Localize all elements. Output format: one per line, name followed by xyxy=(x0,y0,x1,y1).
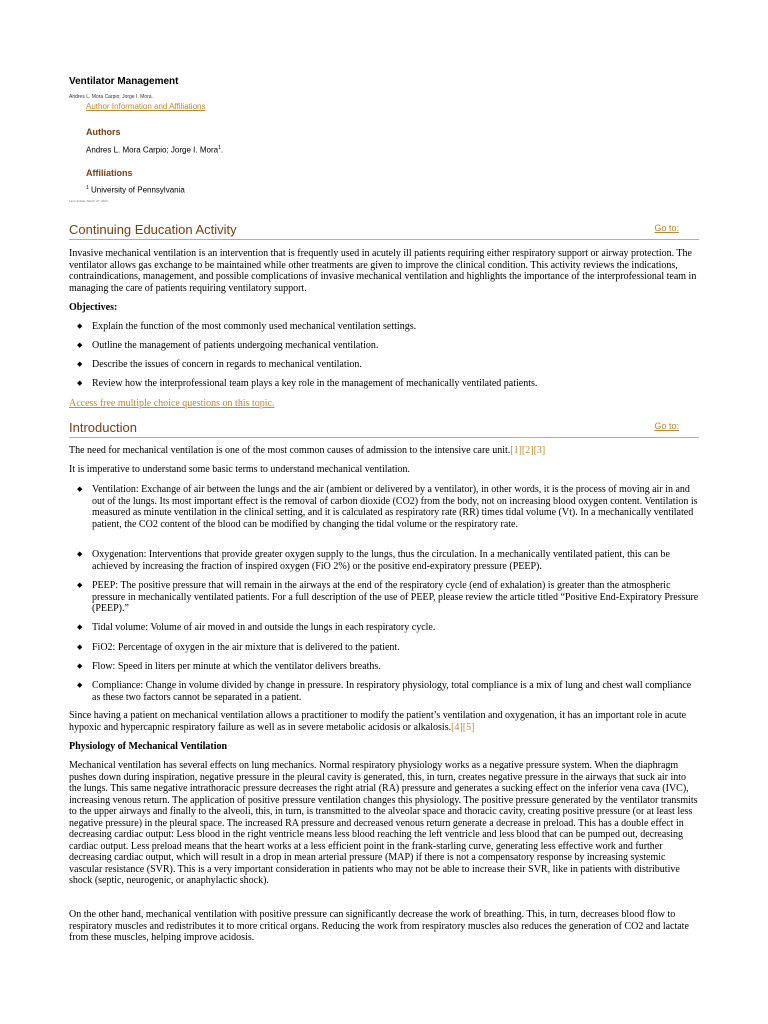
objectives-label: Objectives: xyxy=(69,302,118,313)
bullet-icon: ◆ xyxy=(77,623,83,631)
intro-section-header xyxy=(69,420,699,438)
bullet-icon: ◆ xyxy=(77,550,83,558)
physiology-heading: Physiology of Mechanical Ventilation xyxy=(69,741,228,752)
article-title: Ventilator Management xyxy=(69,76,179,87)
mcq-link-row xyxy=(69,398,699,410)
authors-names: Andres L. Mora Carpio; Jorge I. Mora xyxy=(86,145,219,155)
physiology-p2: On the other hand, mechanical ventilation with positive pressure can significantly decrease the work of breathing. This, in turn, decreases blood flow to respiratory muscles and redistributes it to more critical organs. Reducing the work from respiratory muscles also reduces the generation of CO2 and lactate from these muscles, helping improve acidosis. xyxy=(69,909,689,943)
authors-heading: Authors xyxy=(86,127,121,137)
intro-p3: Since having a patient on mechanical ventilation allows a practitioner to modify the patient’s ventilation and oxygenation, it has an important role in acute hypoxic and hypercapnic respiratory failure as well as in severe metabolic acidosis or alkalosis.[4][5] xyxy=(69,710,687,733)
authors-byline: Andres L. Mora Carpio; Jorge I. Mora. xyxy=(69,94,153,100)
affiliations-heading: Affiliations xyxy=(86,168,133,178)
cea-heading: Continuing Education Activity xyxy=(69,222,237,237)
mcq-link[interactable]: Access free multiple choice questions on this topic. xyxy=(69,398,275,409)
bullet-icon: ◆ xyxy=(77,681,83,689)
bullet-icon: ◆ xyxy=(77,322,83,330)
bullet-icon: ◆ xyxy=(77,341,83,349)
bullet-icon: ◆ xyxy=(77,662,83,670)
last-update: Last Update: March 27, 2023. xyxy=(69,199,109,203)
bullet-icon: ◆ xyxy=(77,379,83,387)
bullet-icon: ◆ xyxy=(77,643,83,651)
ref-links-4-5[interactable]: [4][5] xyxy=(451,721,475,733)
ref-links-1-3[interactable]: [1][2][3] xyxy=(510,445,546,456)
bullet-icon: ◆ xyxy=(77,485,83,493)
cea-goto-link[interactable]: Go to: xyxy=(654,223,679,233)
cea-section-header xyxy=(69,222,699,240)
author-info-link[interactable]: Author Information and Affiliations xyxy=(86,102,206,111)
affiliation-sup: 1 xyxy=(86,185,89,191)
intro-heading: Introduction xyxy=(69,420,137,435)
affiliation-name: University of Pennsylvania xyxy=(91,185,185,195)
bullet-icon: ◆ xyxy=(77,360,83,368)
intro-p2: It is imperative to understand some basic terms to understand mechanical ventilation. xyxy=(69,464,411,475)
affiliation-line xyxy=(86,185,185,195)
intro-p1: The need for mechanical ventilation is one of the most common causes of admission to the intensive care unit.[1][2][3] xyxy=(69,445,546,456)
cea-intro: Invasive mechanical ventilation is an intervention that is frequently used in acutely ill patients requiring either respiratory support or airway protection. The ventilator allows gas exchange to be maintained while other treatments are given to improve the clinical condition. This activity reviews the indications, contraindications, management, and possible complications of invasive mechanical ventilation and highlights the importance of the interprofessional team in managing the care of patients requiring ventilatory support. xyxy=(69,248,697,294)
intro-goto-link[interactable]: Go to: xyxy=(654,421,679,431)
authors-full: Andres L. Mora Carpio; Jorge I. Mora$^1$. xyxy=(86,145,224,155)
bullet-icon: ◆ xyxy=(77,581,83,589)
authors-sup: 1 xyxy=(218,145,221,151)
physiology-p1: Mechanical ventilation has several effects on lung mechanics. Normal respiratory physiology works as a negative pressure system. When the diaphragm pushes down during inspiration, negative pressure in the pleural cavity is generated, this, in turn, creates negative pressure in the airways that suck air into the lungs. This same negative intrathoracic pressure decreases the right atrial (RA) pressure and generates a sucking effect on the inferior vena cava (IVC), increasing venous return. The application of positive pressure ventilation changes this physiology. The positive pressure generated by the ventilator transmits to the upper airways and finally to the alveoli, this, in turn, is transmitted to the alveolar space and thoracic cavity, creating positive pressure (or at least less negative pressure) in the pleural space. The increased RA pressure and decreased venous return generate a decrease in preload. This has a double effect in decreasing cardiac output: Less blood in the right ventricle means less blood reaching the left ventricle and less blood that can be pumped out, decreasing cardiac output. Less preload means that the heart works at a less efficient point in the frank-starling curve, generating less effective work and further decreasing cardiac output, which will result in a drop in mean arterial pressure (MAP) if there is not a compensatory response by increasing systemic vascular resistance (SVR). This is a very important consideration in patients who may not be able to increase their SVR, like in patients with distributive shock (septic, neurogenic, or anaphylactic shock). xyxy=(69,760,698,886)
